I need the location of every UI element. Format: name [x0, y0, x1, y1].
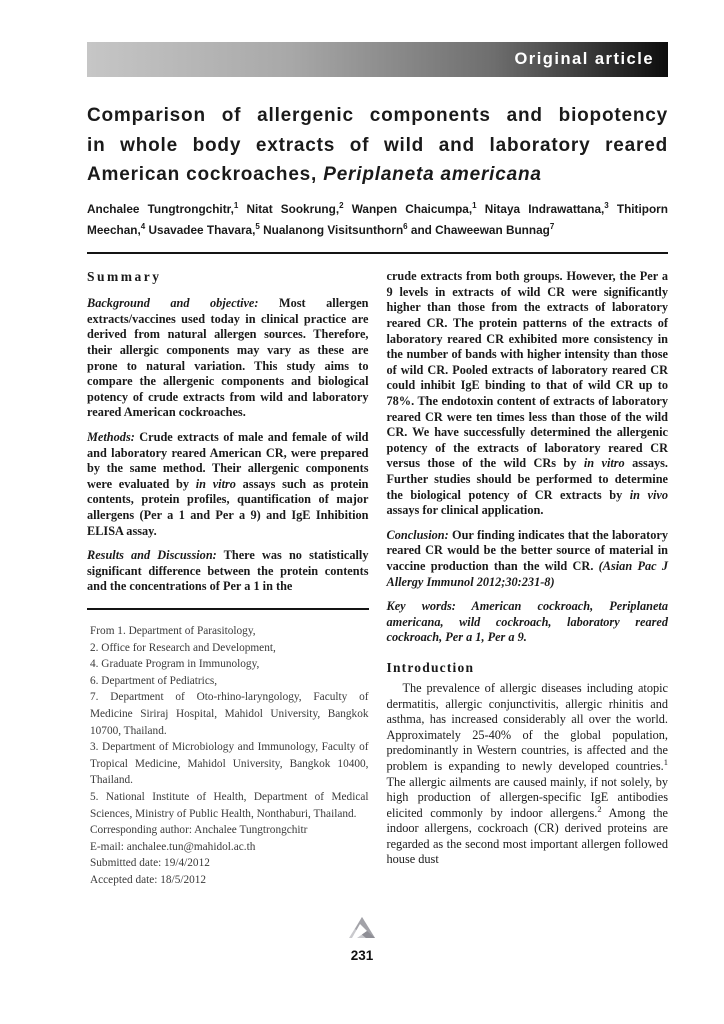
in-vitro-italic: in vitro	[195, 476, 236, 491]
left-column	[87, 269, 369, 888]
title-line-2: in whole body extracts of wild and laboratory reared	[87, 134, 668, 156]
methods-paragraph	[87, 430, 369, 539]
author-name: and Chaweewan Bunnag	[407, 222, 550, 237]
author-affiliation-sup: 1	[472, 200, 477, 210]
methods-text-2: assays such as protein contents, protein profiles, quantification of major allergens (Per a 1 and Per a 9) and IgE Inhibition ELISA assay.	[87, 476, 369, 538]
affiliation-line: 2. Office for Research and Development,	[90, 641, 276, 654]
author-affiliation-sup: 3	[604, 200, 609, 210]
author-name: Nitat Sookrung,	[238, 201, 340, 216]
author-affiliation-sup: 1	[233, 200, 239, 210]
keywords-paragraph	[387, 599, 669, 646]
author-name: Nualanong Visitsunthorn	[259, 222, 404, 237]
results-continuation-paragraph	[387, 269, 669, 519]
affiliation-line: 5. National Institute of Health, Department of Medical Sciences, Ministry of Public Health, Nonthaburi, Thailand.	[90, 790, 369, 820]
journal-logo-icon	[345, 916, 379, 947]
conclusion-text: Our finding indicates that the laboratory reared CR would be the better source of material in vaccine production than the wild CR.	[386, 527, 668, 573]
footnote-divider	[87, 608, 369, 610]
accepted-date-line: Accepted date: 18/5/2012	[90, 873, 207, 886]
reference-sup-2: 2	[597, 803, 602, 814]
right-column	[387, 269, 669, 888]
submitted-date-line: Submitted date: 19/4/2012	[90, 857, 210, 870]
article-title	[87, 101, 668, 190]
page-footer	[0, 916, 724, 963]
intro-text-3: Among the indoor allergens, cockroach (CR) derived proteins are regarded as the second most important allergen followed house dust	[386, 805, 668, 867]
keywords-label: Key words:	[386, 599, 456, 614]
banner-label: Original article	[514, 50, 654, 68]
affiliation-line: From 1. Department of Parasitology,	[90, 624, 256, 637]
in-vitro-italic: in vitro	[583, 456, 625, 471]
email-line: E-mail: anchalee.tun@mahidol.ac.th	[90, 840, 256, 853]
page-number: 231	[350, 948, 374, 963]
introduction-paragraph	[387, 681, 669, 868]
background-paragraph	[87, 296, 369, 421]
corresponding-author-line: Corresponding author: Anchalee Tungtrongchitr	[90, 824, 308, 837]
conclusion-label: Conclusion:	[386, 527, 449, 542]
article-page	[87, 0, 668, 888]
keywords-text: American cockroach, Periplaneta americana, wild cockroach, laboratory reared cockroach, Per a 1, Per a 9.	[386, 599, 669, 645]
affiliation-line: 7. Department of Oto-rhino-laryngology, Faculty of Medicine Siriraj Hospital, Mahidol University, Bangkok 10700, Thailand.	[90, 691, 369, 737]
author-name: Nitaya Indrawattana,	[476, 201, 605, 216]
author-affiliation-sup: 2	[339, 200, 344, 210]
affiliation-line: 3. Department of Microbiology and Immunology, Faculty of Tropical Medicine, Mahidol University, Bangkok 10400, Thailand.	[90, 741, 369, 787]
continuation-text-2: assays. Further studies should be performed to determine the biological potency of CR extracts by	[386, 456, 668, 502]
author-affiliation-sup: 6	[403, 221, 408, 231]
journal-citation: (Asian Pac J Allergy Immunol 2012;30:231-8)	[386, 558, 668, 589]
affiliation-line: 4. Graduate Program in Immunology,	[90, 658, 260, 671]
author-affiliation-sup: 7	[549, 221, 555, 231]
intro-text-1: The prevalence of allergic diseases including atopic dermatitis, allergic conjunctivitis, allergic rhinitis and asthma, has increased considerably all over the world. Approximately 25-40% of the global population, predominantly in Western countries, is affected and the problem is expanding to newly developed countries.	[386, 680, 668, 773]
summary-heading: Summary	[87, 269, 162, 285]
affiliations-block	[87, 623, 369, 889]
in-vivo-italic: in vivo	[629, 487, 669, 502]
header-divider	[87, 252, 668, 254]
author-affiliation-sup: 5	[255, 221, 260, 231]
affiliation-line: 6. Department of Pediatrics,	[90, 674, 218, 687]
conclusion-paragraph	[387, 528, 669, 590]
species-name: Periplaneta americana	[323, 164, 542, 185]
title-line-3-text: American cockroaches,	[87, 164, 324, 185]
continuation-text-1: crude extracts from both groups. However, the Per a 9 levels in extracts of wild CR were significantly higher than those from the extracts of laboratory reared CR. The protein patterns of the extracts of laboratory reared CR exhibited more consistency in the number of bands with higher intensity than those of wild CR. Pooled extracts of laboratory reared CR could inhibit IgE binding to that of wild CR up to 78%. The endotoxin content of extracts of laboratory reared CR were ten times less than those of the wild CR. We have successfully determined the allergenic potency of the extracts of laboratory reared CR versus those of the wild CRs by	[386, 269, 668, 471]
continuation-text-3: assays for clinical application.	[386, 503, 544, 518]
reference-sup-1: 1	[663, 756, 668, 767]
methods-text-1: Crude extracts of male and female of wild and laboratory reared American CR, were prepared by the same method. Their allergenic components were evaluated by	[87, 430, 369, 491]
title-line-1: Comparison of allergenic components and biopotency	[87, 105, 668, 126]
author-name: Usavadee Thavara,	[145, 222, 256, 237]
intro-text-2: The allergic ailments are caused mainly, if not solely, by high production of allergen-specific IgE antibodies elicited commonly by indoor allergens.	[386, 774, 668, 820]
methods-label: Methods:	[87, 430, 135, 445]
background-label: Background and objective:	[87, 296, 259, 311]
author-name: Anchalee Tungtrongchitr,	[87, 201, 234, 216]
author-affiliation-sup: 4	[140, 221, 146, 231]
original-article-banner	[87, 42, 668, 77]
author-name: Wanpen Chaicumpa,	[343, 201, 473, 216]
results-text: There was no statistically significant difference between the protein contents and the concentrations of Per a 1 in the	[87, 548, 369, 594]
title-line-3	[87, 160, 668, 190]
two-column-body	[87, 269, 668, 888]
author-list	[87, 199, 668, 241]
introduction-heading: Introduction	[386, 659, 475, 675]
author-name: Thitiporn Meechan,	[87, 201, 668, 237]
results-paragraph	[87, 548, 369, 595]
background-text: Most allergen extracts/vaccines used today in clinical practice are derived from natural allergen sources. Therefore, their allergic components may vary as these are prone to natural variation. This study aims to compare the allergenic components and biological potency of crude extracts from wild and laboratory reared American cockroaches.	[87, 296, 369, 420]
results-label: Results and Discussion:	[87, 548, 217, 563]
